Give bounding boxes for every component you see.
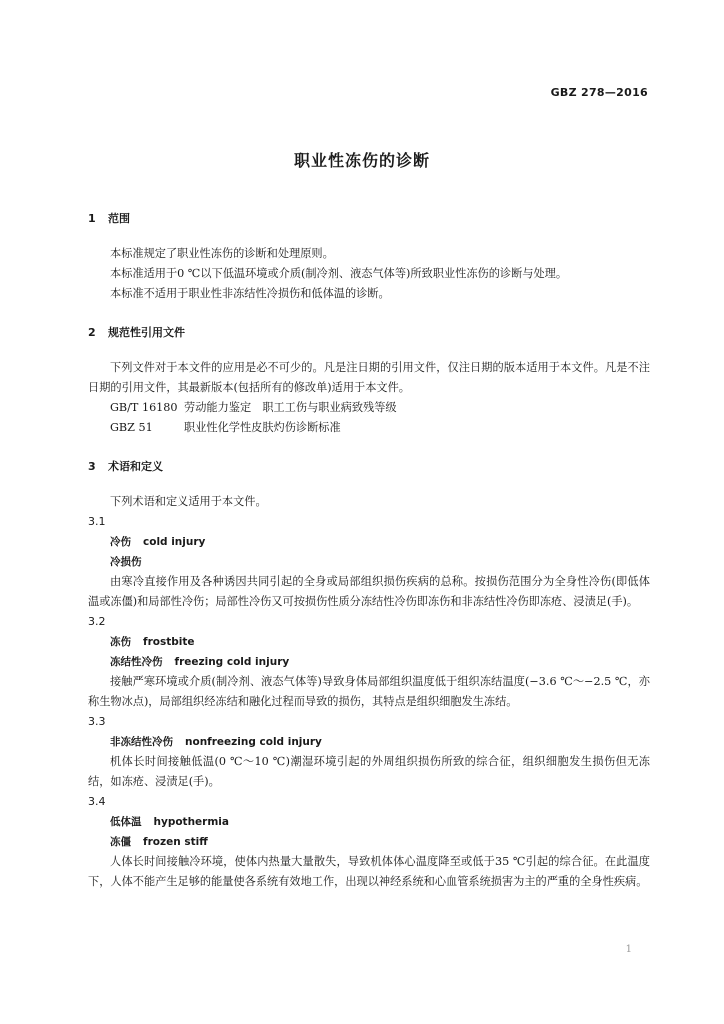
term-definition: 由寒冷直接作用及各种诱因共同引起的全身或局部组织损伤疾病的总称。按损伤范围分为全身性冷伤(即低体温或冻僵)和局部性冷伤；局部性冷伤又可按损伤性质分冻结性冷伤即冻伤和非冻结性冷伤即冻疮、浸渍足(手)。	[88, 575, 650, 608]
reference-title: 职业性化学性皮肤灼伤诊断标准	[184, 421, 341, 434]
section-number: 1	[88, 212, 96, 225]
term-number: 3.4	[88, 795, 106, 808]
standard-code: GBZ 278—2016	[550, 86, 648, 99]
term-name	[88, 552, 650, 572]
section-title: 术语和定义	[108, 460, 163, 473]
term-name	[88, 632, 650, 652]
term-name	[88, 832, 650, 852]
section-number: 3	[88, 460, 96, 473]
term-cn: 冷伤	[110, 536, 131, 548]
term-cn: 冷损伤	[110, 556, 142, 568]
term-number: 3.2	[88, 615, 106, 628]
term-name	[88, 652, 650, 672]
scope-paragraph: 本标准适用于0 ℃以下低温环境或介质(制冷剂、液态气体等)所致职业性冻伤的诊断与处理。	[110, 267, 568, 280]
reference-item	[88, 418, 650, 438]
term-en: frostbite	[143, 636, 195, 648]
term-en: hypothermia	[153, 816, 229, 828]
term-name	[88, 812, 650, 832]
term-cn: 低体温	[110, 816, 142, 828]
term-cn: 冻伤	[110, 636, 131, 648]
term-en: cold injury	[143, 536, 206, 548]
document-body	[88, 208, 650, 892]
term-name	[88, 532, 650, 552]
scope-paragraph: 本标准不适用于职业性非冻结性冷损伤和低体温的诊断。	[110, 287, 390, 300]
section-heading-scope	[88, 208, 650, 230]
section-number: 2	[88, 326, 96, 339]
term-en: frozen stiff	[143, 836, 208, 848]
section-title: 范围	[108, 212, 130, 225]
reference-title: 劳动能力鉴定 职工工伤与职业病致残等级	[184, 401, 397, 414]
reference-code: GB/T 16180	[110, 401, 178, 414]
term-definition: 机体长时间接触低温(0 ℃～10 ℃)潮湿环境引起的外周组织损伤所致的综合征，组织细胞发生损伤但无冻结，如冻疮、浸渍足(手)。	[88, 755, 650, 788]
reference-code: GBZ 51	[110, 421, 153, 434]
section-heading-terms	[88, 456, 650, 478]
term-definition: 接触严寒环境或介质(制冷剂、液态气体等)导致身体局部组织温度低于组织冻结温度(−3.6 ℃～−2.5 ℃，亦称生物冰点)，局部组织经冻结和融化过程而导致的损伤，其特点是组织细胞发生冻结。	[88, 675, 650, 708]
reference-item	[88, 398, 650, 418]
references-intro: 下列文件对于本文件的应用是必不可少的。凡是注日期的引用文件，仅注日期的版本适用于本文件。凡是不注日期的引用文件，其最新版本(包括所有的修改单)适用于本文件。	[88, 361, 650, 394]
term-cn: 冻僵	[110, 836, 131, 848]
term-cn: 冻结性冷伤	[110, 656, 163, 668]
term-cn: 非冻结性冷伤	[110, 736, 173, 748]
term-en: nonfreezing cold injury	[185, 736, 322, 748]
scope-paragraph: 本标准规定了职业性冻伤的诊断和处理原则。	[110, 247, 334, 260]
term-number: 3.3	[88, 715, 106, 728]
terms-intro: 下列术语和定义适用于本文件。	[110, 495, 267, 508]
term-number: 3.1	[88, 515, 106, 528]
page-number: 1	[625, 944, 632, 955]
section-title: 规范性引用文件	[108, 326, 185, 339]
document-title: 职业性冻伤的诊断	[293, 151, 430, 170]
term-en: freezing cold injury	[174, 656, 290, 668]
section-heading-normative-references	[88, 322, 650, 344]
term-name	[88, 732, 650, 752]
term-definition: 人体长时间接触冷环境，使体内热量大量散失，导致机体体心温度降至或低于35 ℃引起的综合征。在此温度下，人体不能产生足够的能量使各系统有效地工作，出现以神经系统和心血管系统损害为主的严重的全身性疾病。	[88, 855, 650, 888]
